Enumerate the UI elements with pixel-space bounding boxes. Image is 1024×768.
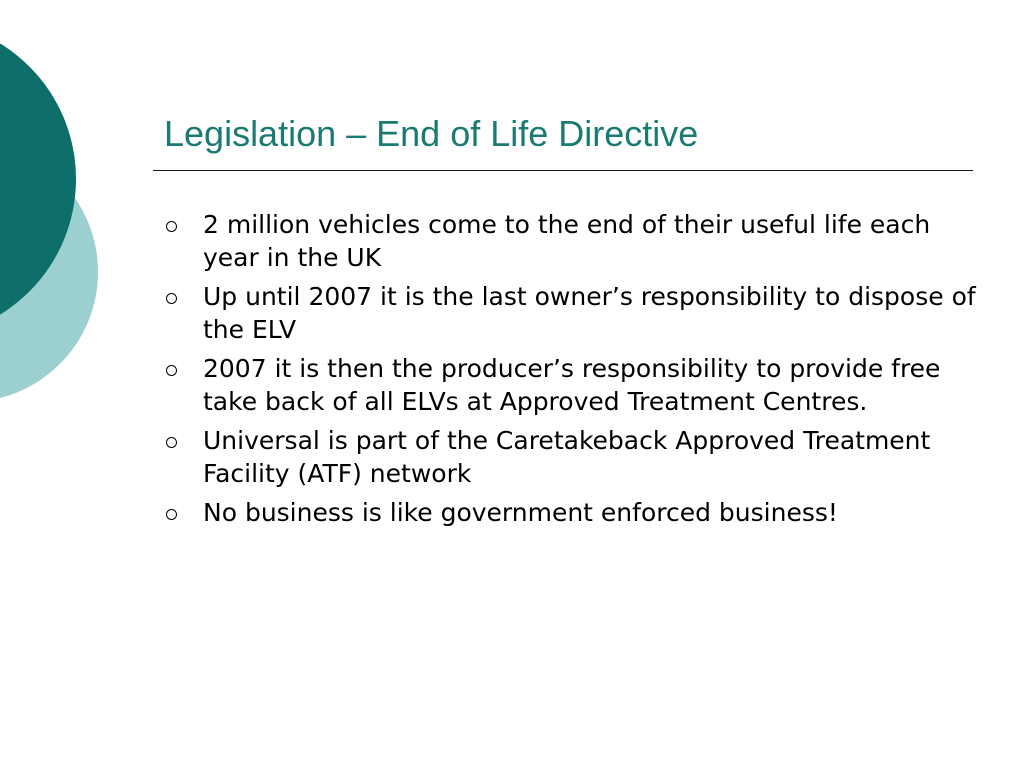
bullet-text: 2 million vehicles come to the end of their useful life each year in the UK [203, 210, 931, 272]
bullet-circle-icon [166, 437, 177, 448]
bullet-text: 2007 it is then the producer’s responsibility to provide free take back of all ELVs at Approved Treatment Centres. [203, 354, 941, 416]
bullet-item-3 [162, 353, 982, 418]
bullet-item-2 [162, 281, 982, 346]
bullet-text: No business is like government enforced business! [203, 498, 838, 527]
bullet-item-1 [162, 209, 982, 274]
bullet-circle-icon [166, 365, 177, 376]
slide-title: Legislation – End of Life Directive [164, 113, 699, 154]
bullet-circle-icon [166, 221, 177, 232]
bullet-circle-icon [166, 293, 177, 304]
bullet-text: Universal is part of the Caretakeback Approved Treatment Facility (ATF) network [203, 426, 931, 488]
bullet-item-5 [162, 497, 982, 530]
bullet-text: Up until 2007 it is the last owner’s responsibility to dispose of the ELV [203, 282, 976, 344]
bullet-list [162, 209, 982, 537]
title-divider [153, 170, 973, 171]
bullet-circle-icon [166, 509, 177, 520]
bullet-item-4 [162, 425, 982, 490]
